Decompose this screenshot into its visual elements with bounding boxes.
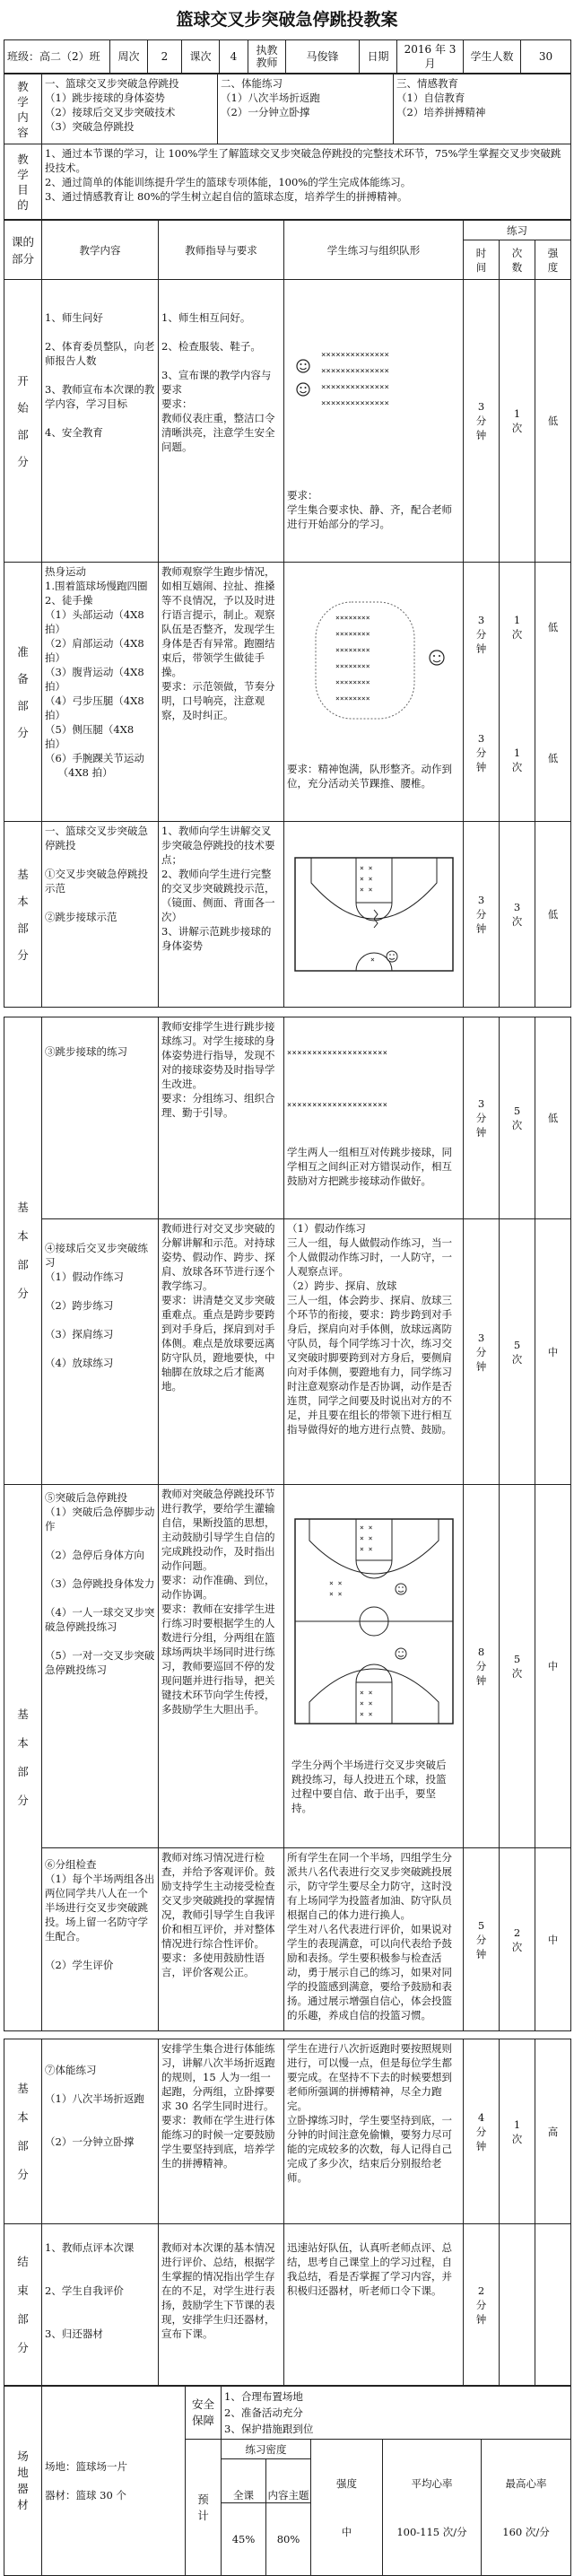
avg-hr-value: 100-115 次/分 — [396, 2525, 467, 2538]
prep-time-1: 3 分 钟 — [475, 614, 487, 655]
page-title: 篮球交叉步突破急停跳投教案 — [176, 10, 398, 30]
prep-times-2: 1 次 — [511, 747, 523, 773]
prep-intensity-1: 低 — [547, 621, 559, 633]
formation-row: ×××××××× — [335, 662, 370, 670]
player-mark: × × — [359, 1524, 372, 1532]
start-intensity: 低 — [535, 280, 571, 563]
footer-intensity-value: 中 — [341, 2525, 352, 2538]
basic2-content-2: ④接球后交叉步突破练习 （1）假动作练习 （2）跨步练习 （3）探肩练习 （4）放球练习 — [42, 1219, 159, 1485]
footer-intensity — [311, 2440, 383, 2576]
week-label: 周次 — [110, 40, 148, 74]
prep-time — [464, 563, 500, 822]
max-hr — [482, 2440, 571, 2576]
header-practice: 练习 — [464, 221, 571, 240]
player-mark: × × — [359, 886, 372, 894]
basic2-org-2: （1）假动作练习 三人一组，每人做假动作练习，当一个人做假动作练习时，一人防守，一人观察点评。 （2）跨步、探肩、放球 三人一组，体会跨步、探肩、放球三个环节的衔接，要求：跨步跨到对手身后，探肩向对手体侧，放球远离防守队员，每个同学练习十次，练习交叉突破时脚要跨到对方身后，要侧肩向对手体侧，要蹬地有力，同学练习时注意观察动作是否协调，动作是否连贯，同学之间要及时说出对方的不足，并且要在组长的带领下进行相互指导做得好的地方进行点赞、鼓励。 — [284, 1219, 464, 1485]
basic2-guide-2: 教师进行对交叉步突破的分解讲解和示范。对持球姿势、假动作、跨步、探肩、放球各环节进行逐个教学练习。 要求：讲清楚交叉步突破重难点。重点是跨步要跨到对手身后，探肩到对手体侧。难点是放球要远离防守队员，蹬地要快，中轴脚在放球之后才能离地。 — [159, 1219, 284, 1485]
max-hr-label: 最高心率 — [505, 2476, 547, 2490]
player-mark: × — [370, 956, 375, 964]
formation-row: ×××××××× — [335, 614, 370, 622]
formation-row: ×××××××× — [335, 678, 370, 686]
lesson-table-3 — [4, 2039, 571, 2386]
basic2-intensity-3: 中 — [535, 1485, 571, 1848]
basic1-label: 基 本 部 分 — [4, 822, 42, 1008]
forecast-label: 预 计 — [186, 2440, 222, 2576]
basic3-content: ⑦体能练习 （1）八次半场折返跑 （2）一分钟立卧撑 — [42, 2039, 159, 2224]
basic1-times: 3 次 — [500, 822, 535, 1008]
basic3-guide: 安排学生集合进行体能练习，讲解八次半场折返跑的规则，15 人为一组一起跑，分两组，立卧撑要求 30 名学生同时进行。 要求：教师在学生进行体能练习的时候一定要鼓励学生要坚持到底，培养学生的拼搏精神。 — [159, 2039, 284, 2224]
header-time: 时 间 — [464, 240, 500, 280]
safety-text: 1、合理布置场地 2、准备活动充分 3、保护措施跟到位 — [222, 2387, 571, 2440]
site-text: 场地：篮球场一片 器材：篮球 30 个 — [42, 2387, 186, 2576]
formation-row: ×××××××××××××× — [320, 399, 389, 408]
formation-row: ×××××××× — [335, 630, 370, 638]
end-guide: 教师对本次课的基本情况进行评价、总结，根据学生掌握的情况指出学生存在的不足，对学生进行表扬，鼓励学生下节课的表现，安排学生归还器材，宣布下课。 — [159, 2224, 284, 2386]
basic2-org-1 — [284, 1017, 464, 1219]
content-col-2: 二、体能练习 （1）八次半场折返跑 （2）一分钟立卧撑 — [218, 74, 394, 144]
content-col-3: 三、情感教育 （1）自信教育 （2）培养拼搏精神 — [394, 74, 571, 144]
max-hr-value: 160 次/分 — [502, 2525, 550, 2538]
avg-hr — [383, 2440, 482, 2576]
prep-times-1: 1 次 — [511, 614, 523, 641]
formation-row: ×××××××××××××××××××× — [287, 1101, 388, 1110]
footer-table — [4, 2386, 571, 2576]
smiley-icon — [297, 383, 309, 396]
basic2-intensity-1: 低 — [535, 1017, 571, 1219]
lesson-label: 课次 — [182, 40, 220, 74]
formation-row: ×××××××××××××× — [320, 383, 389, 392]
end-intensity — [535, 2224, 571, 2386]
basic2-content-3: ⑤突破后急停跳投 （1）突破后急停脚步动作 （2）急停后身体方向 （3）急停跳投身体发力 （4）一人一球交叉步突破急停跳投练习 （5）一对一交叉步突破急停跳投练习 — [42, 1485, 159, 1848]
prep-label: 准 备 部 分 — [4, 563, 42, 822]
goals-label: 教 学 目 的 — [4, 144, 42, 220]
player-mark: × × — [359, 1699, 372, 1707]
basic3-time: 4 分 钟 — [464, 2039, 500, 2224]
date-label: 日期 — [360, 40, 397, 74]
header-content: 教学内容 — [42, 221, 159, 280]
basic2-intensity-4: 中 — [535, 1848, 571, 2031]
formation-row: ×××××××××××××× — [320, 351, 389, 360]
start-formation-diagram — [289, 337, 459, 454]
density-label: 练习密度 — [222, 2440, 311, 2459]
smiley-icon — [430, 651, 444, 665]
header-org: 学生练习与组织队形 — [284, 221, 464, 280]
basic3-label: 基 本 部 分 — [4, 2039, 42, 2224]
end-time: 2 分 钟 — [464, 2224, 500, 2386]
basic2-intensity-2: 中 — [535, 1219, 571, 1485]
player-mark: × × — [359, 864, 372, 872]
basic2-time-1: 3 分 钟 — [464, 1017, 500, 1219]
basic2-times-4: 2 次 — [500, 1848, 535, 2031]
basic2-org-text-3: 学生分两个半场进行交叉步突破后跳投练习，每人投进五个球，投篮过程中要自信、敢于出手，要坚持。 — [291, 1759, 447, 1814]
prep-org-text: 要求：精神饱满，队形整齐。动作到位，充分活动关节踝推、腰椎。 — [287, 763, 452, 790]
basic1-intensity: 低 — [535, 822, 571, 1008]
count-value: 30 — [521, 40, 571, 74]
basic2-content-4: ⑥分组检查 （1）每个半场两组各出两位同学共八人在一个半场进行交叉步突破跳投。场上留一名防守学生配合。 （2）学生评价 — [42, 1848, 159, 2031]
end-content: 1、教师点评本次课 2、学生自我评价 3、归还器材 — [42, 2224, 159, 2386]
basic2-org-4: 所有学生在同一个半场，四组学生分派共八名代表进行交叉步突破跳投展示，防守学生要尽全力防守，这时没有上场同学为投篮者加油、防守队员根据自己的体力进行换人。 学生对八名代表进行评价，如果说对学生的表现满意，可以向代表给予鼓励和表扬。学生要积极参与检查活动，勇于展示自己的练习，如果对同学的投篮感到满意，要给予鼓励和表扬。通过展示增强自信心，体会投篮的乐趣，养成自信的投篮习惯。 — [284, 1848, 464, 2031]
basic2-guide-1: 教师安排学生进行跳步接球练习。对学生接球的身体姿势进行指导，发现不对的接球姿势及时指导学生改进。 要求：分组练习、组织合理、勤于引导。 — [159, 1017, 284, 1219]
safety-label: 安全 保障 — [186, 2387, 222, 2440]
prep-formation-diagram — [289, 595, 459, 729]
prep-intensity — [535, 563, 571, 822]
density-total — [222, 2459, 266, 2576]
basic2-content-1: ③跳步接球的练习 — [42, 1017, 159, 1219]
prep-content: 热身运动 1.围着篮球场慢跑四圈 2、徒手操 （1）头部运动（4X8 拍） （2）肩部运动（4X8 拍） （3）腹背运动（4X8 拍） （4）弓步压腿（4X8 拍） （5）侧压腿（4X8 拍） （6）手腕踝关节运动 （4X8 拍） — [42, 563, 159, 822]
basic2-time-2: 3 分 钟 — [464, 1219, 500, 1485]
basic3-intensity: 高 — [535, 2039, 571, 2224]
content-goals-table — [4, 74, 571, 220]
basic2-time-3: 8 分 钟 — [464, 1485, 500, 1848]
spacer — [4, 2031, 570, 2039]
teacher-label: 执教 教师 — [248, 40, 286, 74]
basic2-times-2: 5 次 — [500, 1219, 535, 1485]
smiley-icon — [297, 360, 309, 372]
density-main-value: 80% — [276, 2533, 300, 2545]
header-intensity: 强 度 — [535, 240, 571, 280]
player-mark: × × — [359, 1534, 372, 1542]
class-cell: 班级：高二（2）班 — [4, 40, 110, 74]
avg-hr-label: 平均心率 — [411, 2476, 453, 2490]
start-org-text: 要求： 学生集合要求快、静、齐，配合老师进行开始部分的学习。 — [287, 489, 452, 530]
basic2-org-3 — [284, 1485, 464, 1848]
footer-intensity-label: 强度 — [336, 2476, 357, 2490]
density-total-label: 全课 — [222, 2488, 265, 2503]
formation-row: ×××××××××××××××××××× — [287, 1049, 388, 1058]
start-org — [284, 280, 464, 563]
player-mark: × × — [359, 875, 372, 883]
basic2-guide-3: 教师对突破急停跳投环节进行教学，要给学生灌输自信，果断投篮的思想，主动鼓励引导学生自信的完成跳投动作，及时指出动作问题。 要求：动作准确、到位，动作协调。 要求：教师在安排学生进行练习时要根据学生的人数进行分组，分两组在篮球场两块半场同时进行练习，教师要巡回不停的发现问题并进行指导，把关键技术环节向学生传授，多鼓励学生大胆出手。 — [159, 1485, 284, 1848]
count-label: 学生人数 — [464, 40, 521, 74]
formation-row: ×××××××× — [335, 694, 370, 703]
player-mark: × × — [359, 1545, 372, 1553]
player-mark: × × — [328, 1579, 342, 1587]
prep-intensity-2: 低 — [547, 752, 559, 764]
density-main — [266, 2459, 311, 2576]
teacher-value: 马俊锋 — [286, 40, 360, 74]
prep-times — [500, 563, 535, 822]
spacer — [4, 1008, 570, 1017]
header-guide: 教师指导与要求 — [159, 221, 284, 280]
date-value: 2016 年 3 月 — [397, 40, 464, 74]
basic3-times: 1 次 — [500, 2039, 535, 2224]
header-times: 次 数 — [500, 240, 535, 280]
goals-text: 1、通过本节课的学习，让 100%学生了解篮球交叉步突破急停跳投的完整技术环节，75%学生掌握交叉步突破跳投技术。 2、通过简单的体能训练提升学生的篮球专项体能，100%的学生完成体能练习。 3、通过情感教育让 80%的学生树立起自信的篮球态度，培养学生的拼搏精神。 — [42, 144, 571, 220]
basic2-label-a: 基 本 部 分 — [4, 1017, 42, 1485]
player-mark: × × — [328, 1590, 342, 1598]
end-label: 结 束 部 分 — [4, 2224, 42, 2386]
formation-row: ×××××××× — [335, 646, 370, 654]
basic3-org: 学生在进行八次折返跑时要按照规则进行，可以慢一点，但是每位学生都要完成。在坚持不下去的时候要想到老师所强调的拼搏精神，尽全力跑完。 立卧撑练习时，学生要坚持到底，一分钟的时间注意免偷懒，要努力尽可能的完成较多的次数，每人记得自己完成了多少次，结束后分别报给老师。 — [284, 2039, 464, 2224]
end-org: 迅速站好队伍，认真听老师点评、总结，思考自己课堂上的学习过程，自我总结，看是否掌握了学习内容，并积极归还器材，听老师口令下课。 — [284, 2224, 464, 2386]
basic2-guide-4: 教师对练习情况进行检查，并给予客观评价。鼓励支持学生主动接受检查交叉步突破跳投的掌握情况，教师引导学生自我评价和相互评价，并对整体情况进行综合性评价。 要求：多使用鼓励性语言，评价客观公正。 — [159, 1848, 284, 2031]
basic1-org — [284, 822, 464, 1008]
basic2-org-text-1: 学生两人一组相互对传跳步接球，同学相互之间纠正对方错误动作，相互鼓励对方把跳步接球动作做好。 — [287, 1146, 452, 1187]
basic2-label-b: 基 本 部 分 — [4, 1485, 42, 2031]
content-col-1: 一、篮球交叉步突破急停跳投 （1）跳步接球的身体姿势 （2）接球后交叉步突破技术 （3）突破急停跳投 — [42, 74, 218, 144]
start-time: 3 分 钟 — [464, 280, 500, 563]
header-part: 课的 部分 — [4, 221, 42, 280]
basic2-times-1: 5 次 — [500, 1017, 535, 1219]
week-value: 2 — [148, 40, 182, 74]
prep-time-2: 3 分 钟 — [475, 732, 487, 773]
lesson-table-1 — [4, 220, 571, 1008]
end-times — [500, 2224, 535, 2386]
density-main-label: 内容主题 — [267, 2489, 309, 2502]
content-label: 教 学 内 容 — [4, 74, 42, 144]
start-times: 1 次 — [500, 280, 535, 563]
density-total-value: 45% — [231, 2533, 256, 2545]
half-court-diagram — [293, 856, 455, 973]
formation-row: ×××××××××××××× — [320, 367, 389, 376]
player-mark: × × — [359, 1710, 372, 1718]
full-court-diagram — [293, 1517, 455, 1725]
start-label: 开 始 部 分 — [4, 280, 42, 563]
start-guide: 1、师生相互问好。 2、检查服装、鞋子。 3、宣布课的教学内容与要求 要求： 教师仪表庄重，整洁口令清晰洪亮，注意学生安全问题。 — [159, 280, 284, 563]
info-table — [4, 39, 571, 74]
site-label: 场 地 器 材 — [4, 2387, 42, 2576]
start-content: 1、师生问好 2、体育委员整队，向老师报告人数 3、教师宣布本次课的教学内容，学习目标 4、安全教育 — [42, 280, 159, 563]
basic2-time-4: 5 分 钟 — [464, 1848, 500, 2031]
lesson-value: 4 — [220, 40, 248, 74]
prep-guide: 教师观察学生跑步情况，如相互嬉闹、拉扯、推搡等不良情况，予以及时进行语言提示，制止。观察队伍是否整齐，发现学生身体是否有异常。跑圈结束后，带领学生做徒手操。 要求：示范领做，节奏分明，口号响亮，注意观察，及时纠正。 — [159, 563, 284, 822]
basic2-times-3: 5 次 — [500, 1485, 535, 1848]
player-mark: × × — [359, 1689, 372, 1697]
lesson-table-2 — [4, 1017, 571, 2031]
basic1-guide: 1、教师向学生讲解交叉步突破急停跳投的技术要点； 2、教师向学生进行完整的交叉步突破跳投示范，（镜面、侧面、背面各一次） 3、讲解示范跳步接球的身体姿势 — [159, 822, 284, 1008]
basic1-content: 一、篮球交叉步突破急停跳投 ①交叉步突破急停跳投示范 ②跳步接球示范 — [42, 822, 159, 1008]
basic1-time: 3 分 钟 — [464, 822, 500, 1008]
prep-org — [284, 563, 464, 822]
